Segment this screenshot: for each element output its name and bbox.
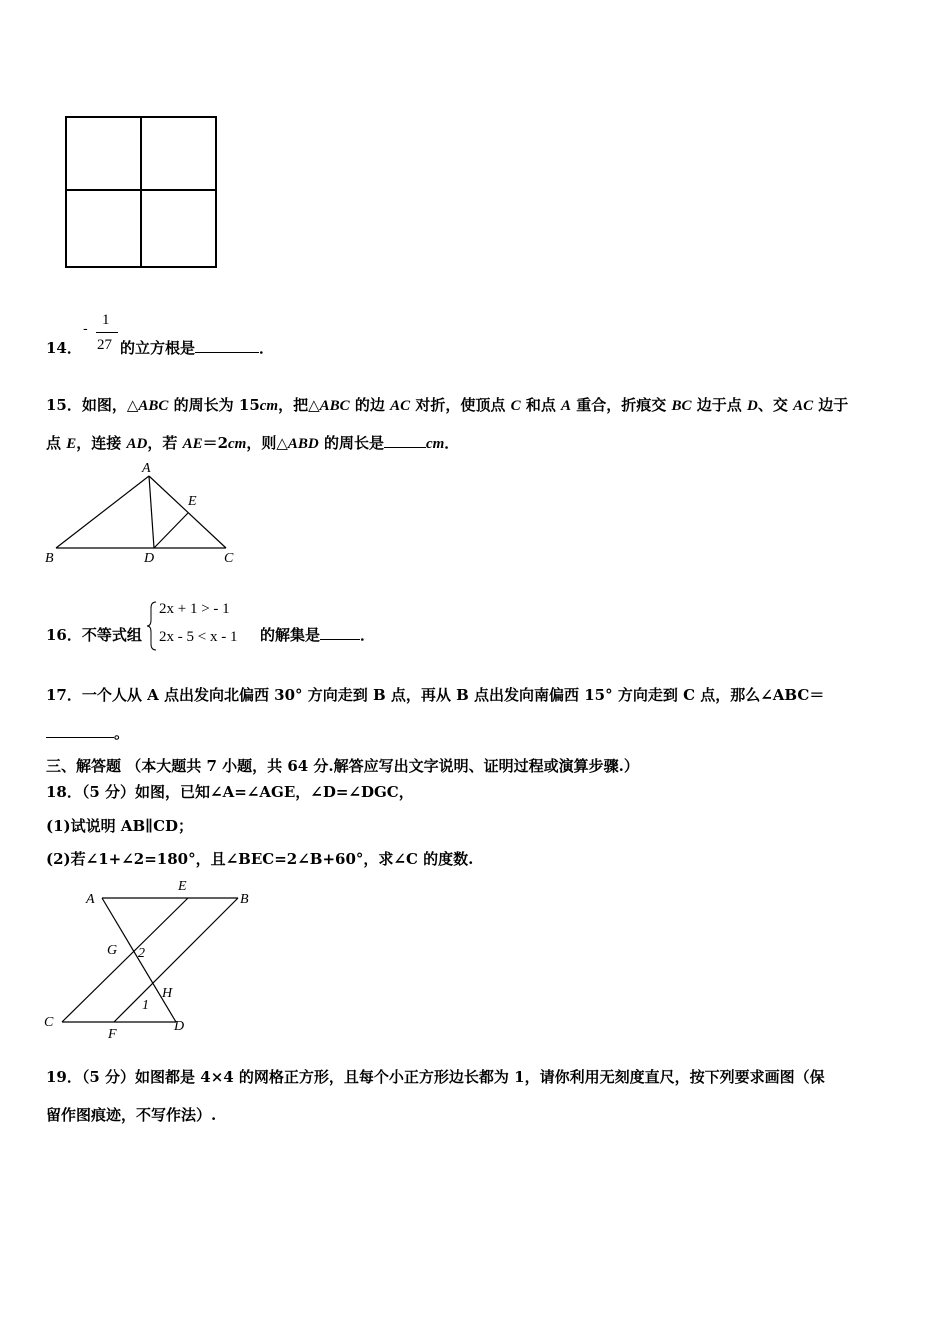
segment-de (154, 513, 188, 548)
label-c: C (44, 1015, 54, 1030)
q14-numerator: 1 (102, 312, 110, 328)
q15-var: A (561, 398, 572, 414)
q18-line1: 18．（5 分）如图，已知∠A=∠AGE，∠D=∠DGC， (46, 783, 414, 801)
q14-answer-blank[interactable] (195, 338, 259, 353)
label-e: E (188, 494, 197, 509)
label-d: D (174, 1019, 185, 1034)
q15-var: D (746, 398, 758, 414)
q15-line2 (46, 433, 459, 454)
q15-text: ，则△ (246, 434, 288, 452)
q15-var: AD (126, 436, 148, 452)
q15-text: ． (444, 434, 460, 452)
q18-part2: (2)若∠1+∠2=180°，且∠BEC=2∠B+60°，求∠C 的度数. (46, 850, 474, 868)
q19-line2: 留作图痕迹，不写作法）. (46, 1106, 217, 1124)
q17-answer-blank[interactable] (46, 723, 114, 738)
segment-ac (149, 476, 226, 548)
segment-ec (62, 898, 188, 1022)
label-b: B (240, 892, 249, 907)
label-angle-2: 2 (138, 946, 145, 961)
q14-question-text: 的立方根是 (120, 339, 196, 357)
q15-text: 边于点 (691, 396, 747, 414)
q18-parallel-figure (40, 874, 260, 1040)
label-e: E (178, 879, 187, 894)
q15-var: cm (259, 398, 279, 414)
q17-line2 (46, 723, 129, 743)
q16-tail-text: 的解集是 (260, 626, 321, 644)
q14-minus: - (83, 321, 88, 337)
q15-var: AE (182, 436, 203, 452)
q16-inequality-2: 2x - 5 < x - 1 (159, 629, 238, 645)
q15-text: 的周长是 (318, 434, 384, 452)
label-angle-1: 1 (142, 998, 149, 1013)
q15-var: AC (793, 398, 814, 414)
q15-var: C (510, 398, 521, 414)
q17-end: 。 (114, 724, 130, 742)
q16-number: 16． (46, 626, 82, 644)
q15-text: ，若 (147, 434, 183, 452)
q15-answer-blank[interactable] (384, 433, 426, 448)
q15-number: 15． (46, 396, 82, 414)
q16-end: ． (360, 626, 376, 644)
q15-text: 的周长为 15 (168, 396, 260, 414)
q15-var: ABC (319, 398, 350, 414)
q19-line1: 19．（5 分）如图都是 4×4 的网格正方形，且每个小正方形边长都为 1，请你利用无刻度直尺，按下列要求画图（保 (46, 1068, 825, 1086)
q15-var: AC (390, 398, 411, 414)
q16-text: 不等式组 (81, 626, 142, 644)
label-a: A (142, 461, 151, 476)
q14-denominator: 27 (97, 337, 112, 353)
q15-text: 边于 (813, 396, 849, 414)
q16-answer-blank[interactable] (320, 625, 360, 640)
q15-text: 如图，△ (81, 396, 139, 414)
q15-text: 点 (46, 434, 67, 452)
q15-var: ABC (138, 398, 169, 414)
q15-var: cm (425, 436, 445, 452)
q15-text: ，连接 (76, 434, 127, 452)
label-b: B (45, 551, 54, 566)
q15-text: ，把△ (278, 396, 320, 414)
label-c: C (224, 551, 234, 566)
segment-ab (56, 476, 149, 548)
q15-line1 (46, 395, 848, 416)
q15-text: 的边 (349, 396, 391, 414)
q15-var: cm (228, 436, 247, 452)
brace-icon (146, 600, 158, 652)
q16-tail (260, 625, 375, 645)
q15-text: 对折，使顶点 (410, 396, 511, 414)
q15-text: 、交 (757, 396, 794, 414)
segment-ad (149, 476, 154, 548)
grid-figure (60, 112, 222, 272)
q15-text: ＝2 (202, 434, 229, 452)
q14-text (120, 338, 274, 358)
q15-triangle-figure (40, 458, 250, 570)
label-d: D (144, 551, 155, 566)
q14-fraction-bar (96, 332, 118, 333)
q15-var: E (66, 436, 77, 452)
q15-var: ABD (287, 436, 319, 452)
label-h: H (162, 986, 173, 1001)
q16-number-text (46, 625, 142, 645)
label-f: F (108, 1027, 117, 1040)
q15-text: 和点 (520, 396, 562, 414)
section-3-title: 三、解答题 （本大题共 7 小题，共 64 分.解答应写出文字说明、证明过程或演算步骤.） (46, 757, 639, 775)
q14-number: 14． (46, 339, 82, 357)
q16-inequality-1: 2x + 1 > - 1 (159, 601, 230, 617)
segment-bf (114, 898, 238, 1022)
label-a: A (86, 892, 95, 907)
q15-var: BC (671, 398, 692, 414)
q17-line1: 17．一个人从 A 点出发向北偏西 30° 方向走到 B 点，再从 B 点出发向南偏西 15° 方向走到 C 点，那么∠ABC＝ (46, 686, 825, 704)
q18-part1: (1)试说明 AB∥CD； (46, 817, 194, 835)
q14-end: ． (259, 339, 275, 357)
label-g: G (107, 943, 118, 958)
q15-text: 重合，折痕交 (571, 396, 672, 414)
